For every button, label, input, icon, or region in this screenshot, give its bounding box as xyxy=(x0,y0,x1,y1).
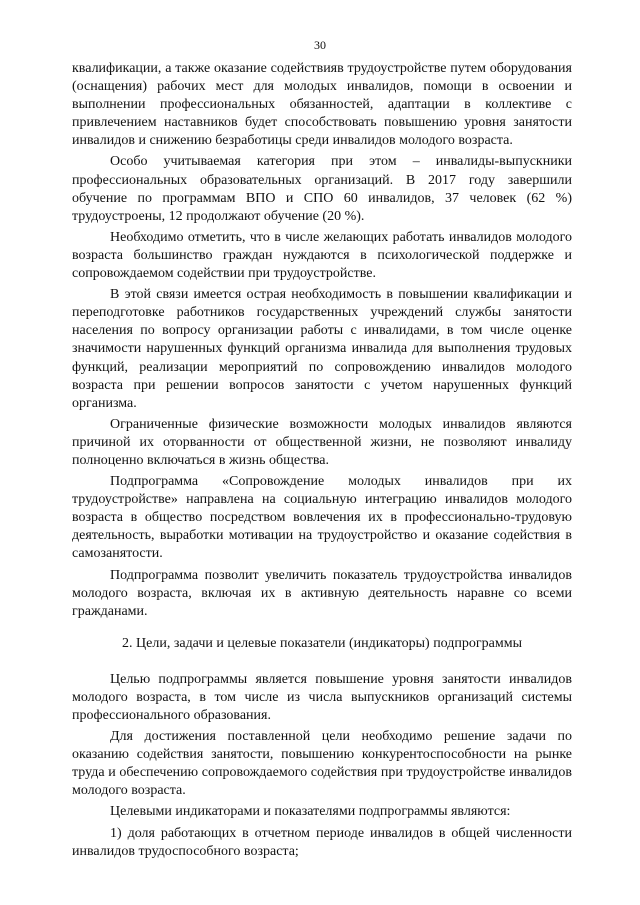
paragraph: В этой связи имеется острая необходимость в повышении квалификации и переподготовке работников государственных учреждений службы занятости населения по вопросу организации работы с инвалидами, в том числе оценке значимости нарушенных функций организма инвалида для выполнения трудовых функций, реализации мероприятий по сопровождению инвалидов молодого возраста при решении вопросов занятости с учетом нарушенных функций организма. xyxy=(72,287,572,411)
paragraph: Целью подпрограммы является повышение уровня занятости инвалидов молодого возраста, в том числе из числа выпускников организаций системы профессионального образования. xyxy=(72,671,572,723)
section-heading: 2. Цели, задачи и целевые показатели (индикаторы) подпрограммы xyxy=(122,635,522,651)
page-body xyxy=(72,60,572,861)
paragraph: Особо учитываемая категория при этом – инвалиды-выпускники профессиональных образовательных организаций. В 2017 году завершили обучение по программам ВПО и СПО 60 инвалидов, 37 человек (62 %) трудоустроены, 12 продолжают обучение (20 %). xyxy=(72,154,572,224)
paragraph: Подпрограмма позволит увеличить показатель трудоустройства инвалидов молодого возраста, включая их в активную деятельность наравне со всеми гражданами. xyxy=(72,567,572,619)
paragraph: Для достижения поставленной цели необходимо решение задачи по оказанию содействия занятости, повышению конкурентоспособности на рынке труда и обеспечению сопровождаемого содействия при трудоустройстве инвалидов молодого возраста. xyxy=(72,729,572,799)
paragraph: квалификации, а также оказание содействияв трудоустройстве путем оборудования (оснащения) рабочих мест для молодых инвалидов, помощи в освоении и выполнении профессиональных обязанностей, адаптации в коллективе с привлечением наставников будет способствовать повышению уровня занятости инвалидов и снижению безработицы среди инвалидов молодого возраста. xyxy=(72,61,572,149)
paragraph: Подпрограмма «Сопровождение молодых инвалидов при их трудоустройстве» направлена на социальную интеграцию инвалидов молодого возраста в общество посредством вовлечения их в профессионально-трудовую деятельность, выработки мотивации на трудоустройство и оказание содействия в самозанятости. xyxy=(72,474,572,562)
page-number: 30 xyxy=(314,38,326,52)
paragraph: 1) доля работающих в отчетном периоде инвалидов в общей численности инвалидов трудоспособного возраста; xyxy=(72,825,572,859)
paragraph: Целевыми индикаторами и показателями подпрограммы являются: xyxy=(110,804,511,820)
paragraph: Необходимо отметить, что в числе желающих работать инвалидов молодого возраста большинство граждан нуждаются в психологической поддержке и сопровождаемом содействии при трудоустройстве. xyxy=(72,229,572,282)
paragraph: Ограниченные физические возможности молодых инвалидов являются причиной их оторванности от общественной жизни, не позволяют инвалиду полноценно включаться в жизнь общества. xyxy=(72,416,572,468)
